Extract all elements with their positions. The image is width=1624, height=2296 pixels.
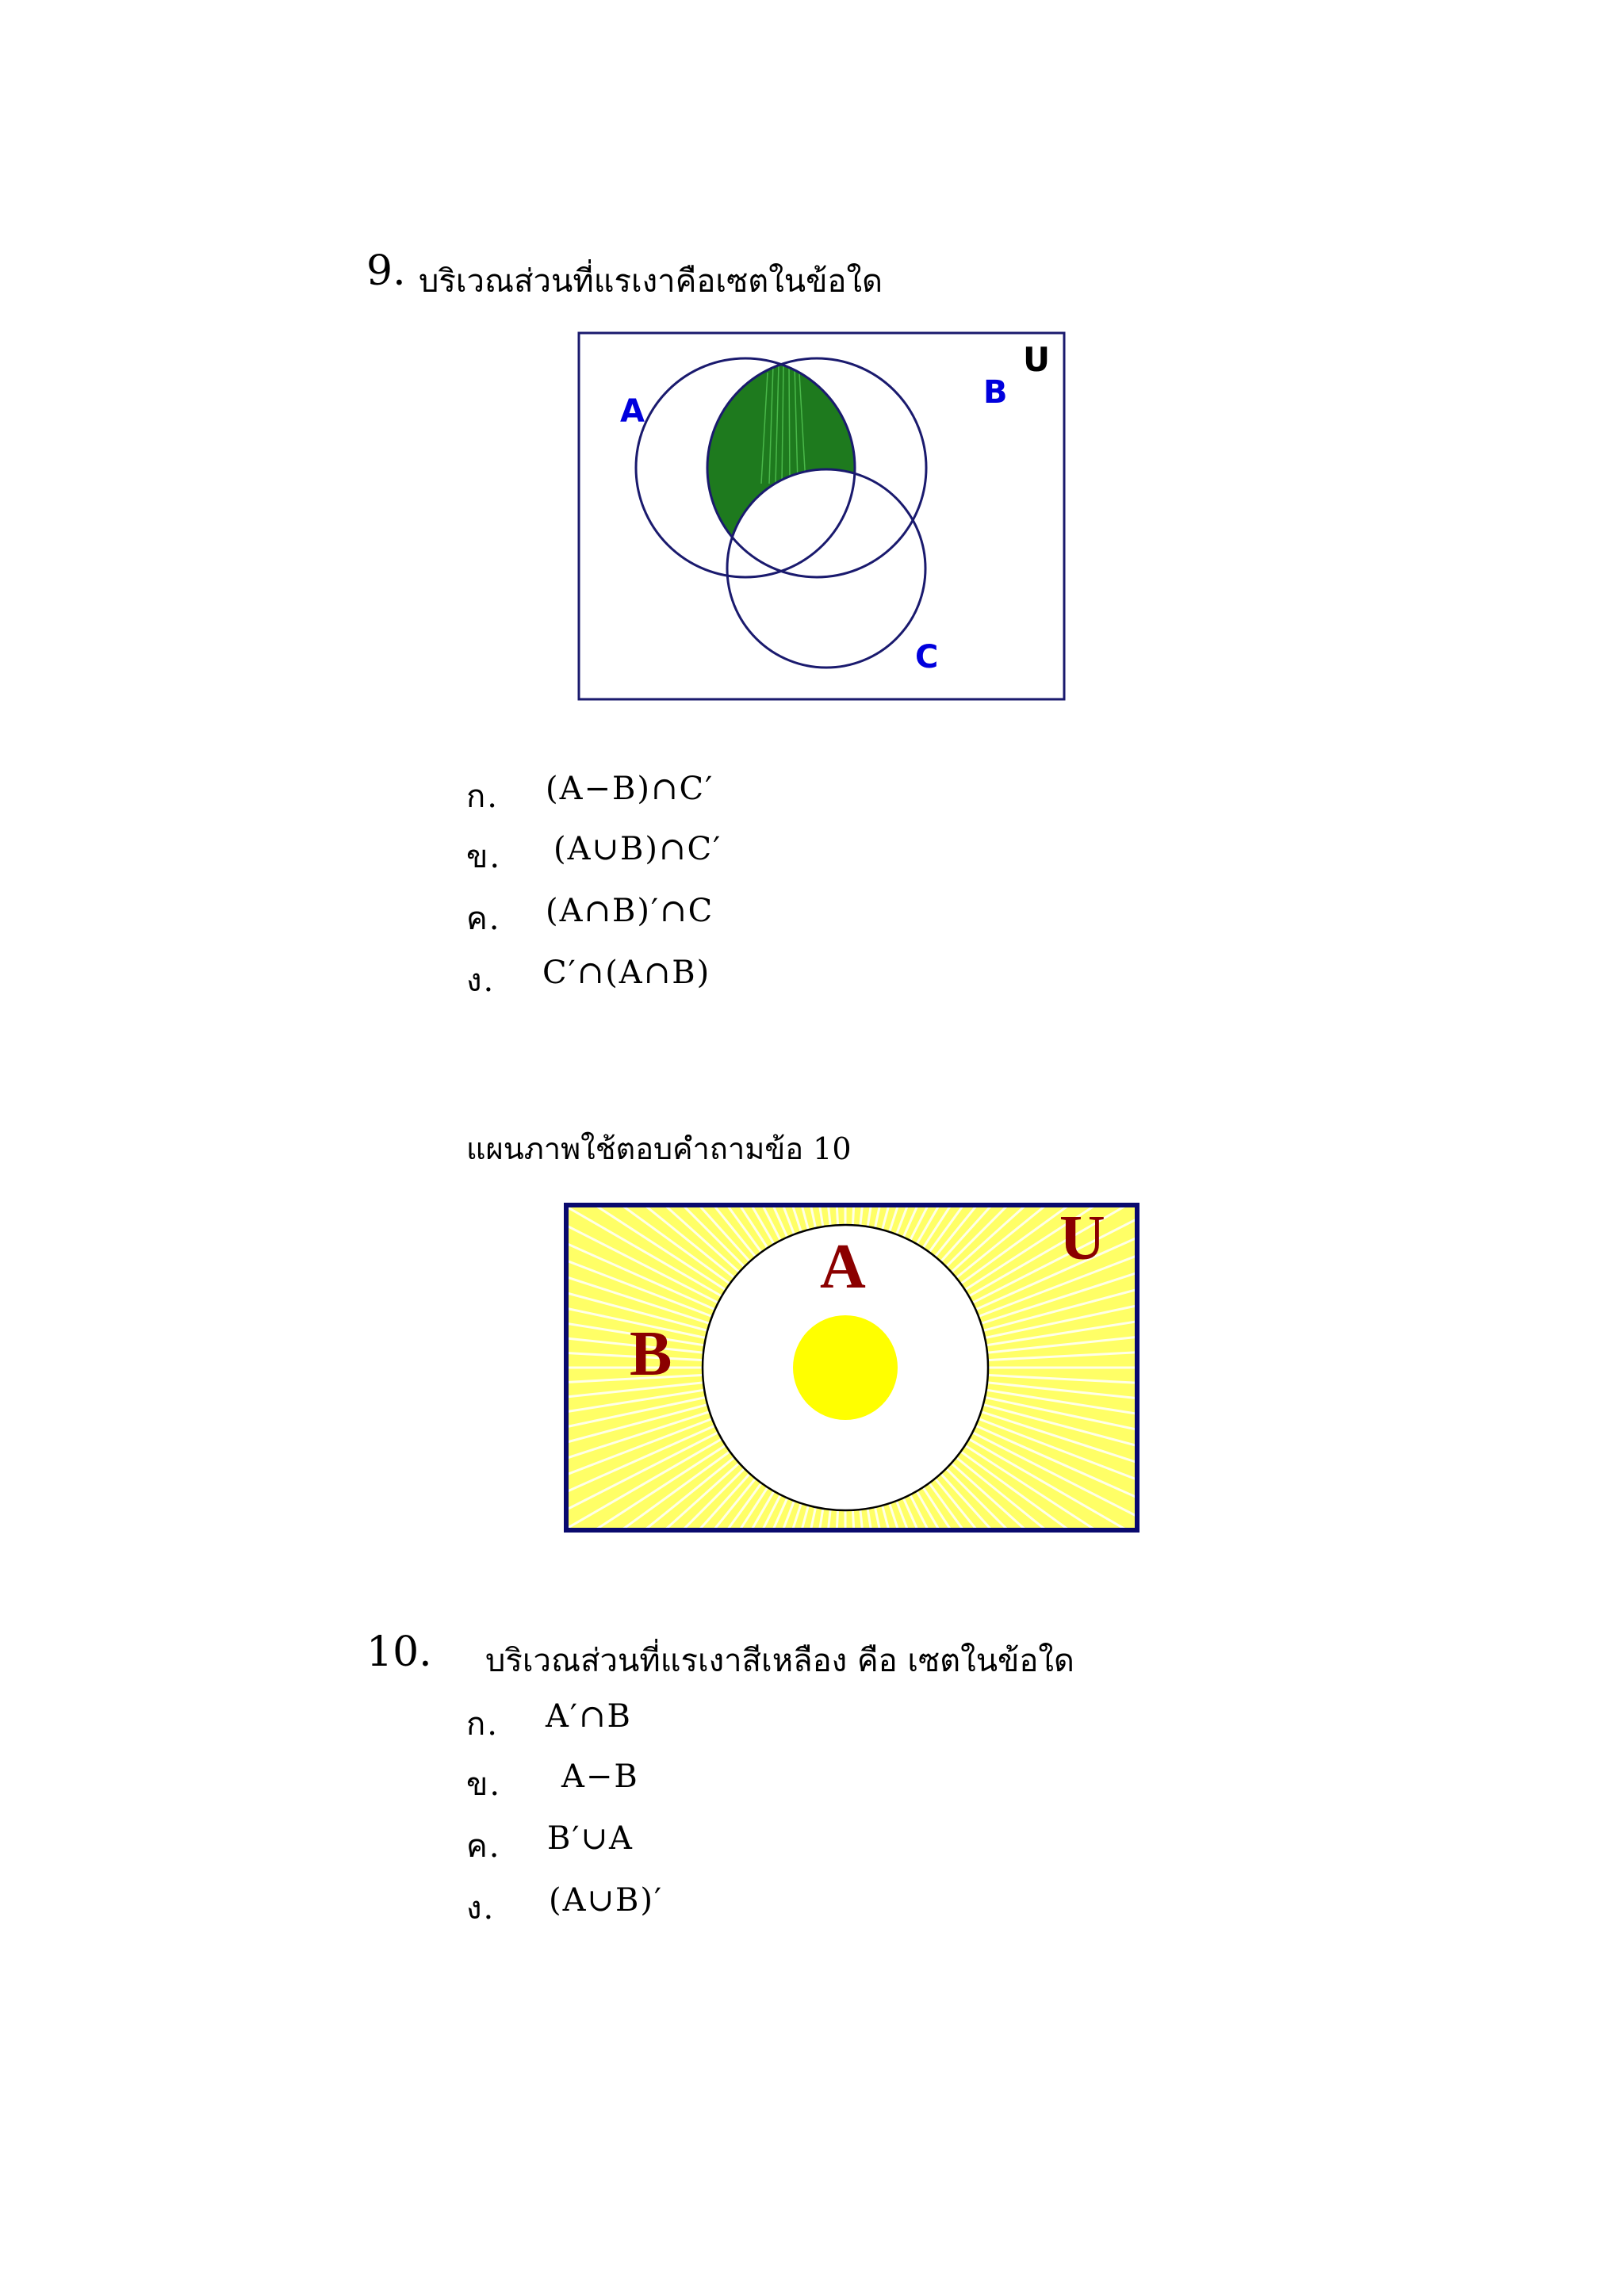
label-a: A <box>620 393 645 430</box>
q10-choice-4-text[interactable]: (A∪B)′ <box>549 1882 664 1919</box>
question-10-text: บริเวณส่วนที่แรเงาสีเหลือง คือ เซตในข้อใด <box>485 1643 1074 1679</box>
q9-choice-4-text[interactable]: C′∩(A∩B) <box>542 955 711 991</box>
q10-choice-2-marker: ข. <box>466 1766 502 1803</box>
label-b: B <box>983 374 1008 411</box>
q9-choice-2-marker: ข. <box>466 839 502 875</box>
venn-diagram-q9 <box>571 325 1071 706</box>
q10-choice-1-marker: ก. <box>466 1706 499 1743</box>
venn-diagram-q10 <box>560 1199 1143 1536</box>
q10-choice-3-text[interactable]: B′∪A <box>547 1820 634 1857</box>
q9-choice-4-marker: ง. <box>466 962 496 999</box>
label-b-q10: B <box>630 1319 672 1389</box>
q10-choice-4-marker: ง. <box>466 1890 496 1927</box>
intro-q10: แผนภาพใช้ตอบคำถามข้อ 10 <box>466 1131 852 1166</box>
q10-choice-3-marker: ค. <box>466 1828 501 1865</box>
question-9-number: 9. <box>366 247 406 295</box>
label-a-q10: A <box>820 1232 866 1302</box>
q9-choice-3-marker: ค. <box>466 901 501 937</box>
inner-yellow-circle <box>793 1315 898 1420</box>
label-u: U <box>1023 340 1051 379</box>
q10-choice-2-text[interactable]: A−B <box>561 1758 639 1795</box>
q9-choice-3-text[interactable]: (A∩B)′∩C <box>546 893 714 929</box>
label-u-q10: U <box>1059 1203 1105 1273</box>
q10-choice-1-text[interactable]: A′∩B <box>546 1698 632 1735</box>
q9-choice-2-text[interactable]: (A∪B)∩C′ <box>553 831 722 867</box>
label-c: C <box>915 639 939 675</box>
q9-choice-1-text[interactable]: (A−B)∩C′ <box>546 771 714 807</box>
q9-choice-1-marker: ก. <box>466 779 499 815</box>
question-10-number: 10. <box>366 1628 432 1676</box>
question-9-text: บริเวณส่วนที่แรเงาคือเซตในข้อใด <box>419 263 883 300</box>
